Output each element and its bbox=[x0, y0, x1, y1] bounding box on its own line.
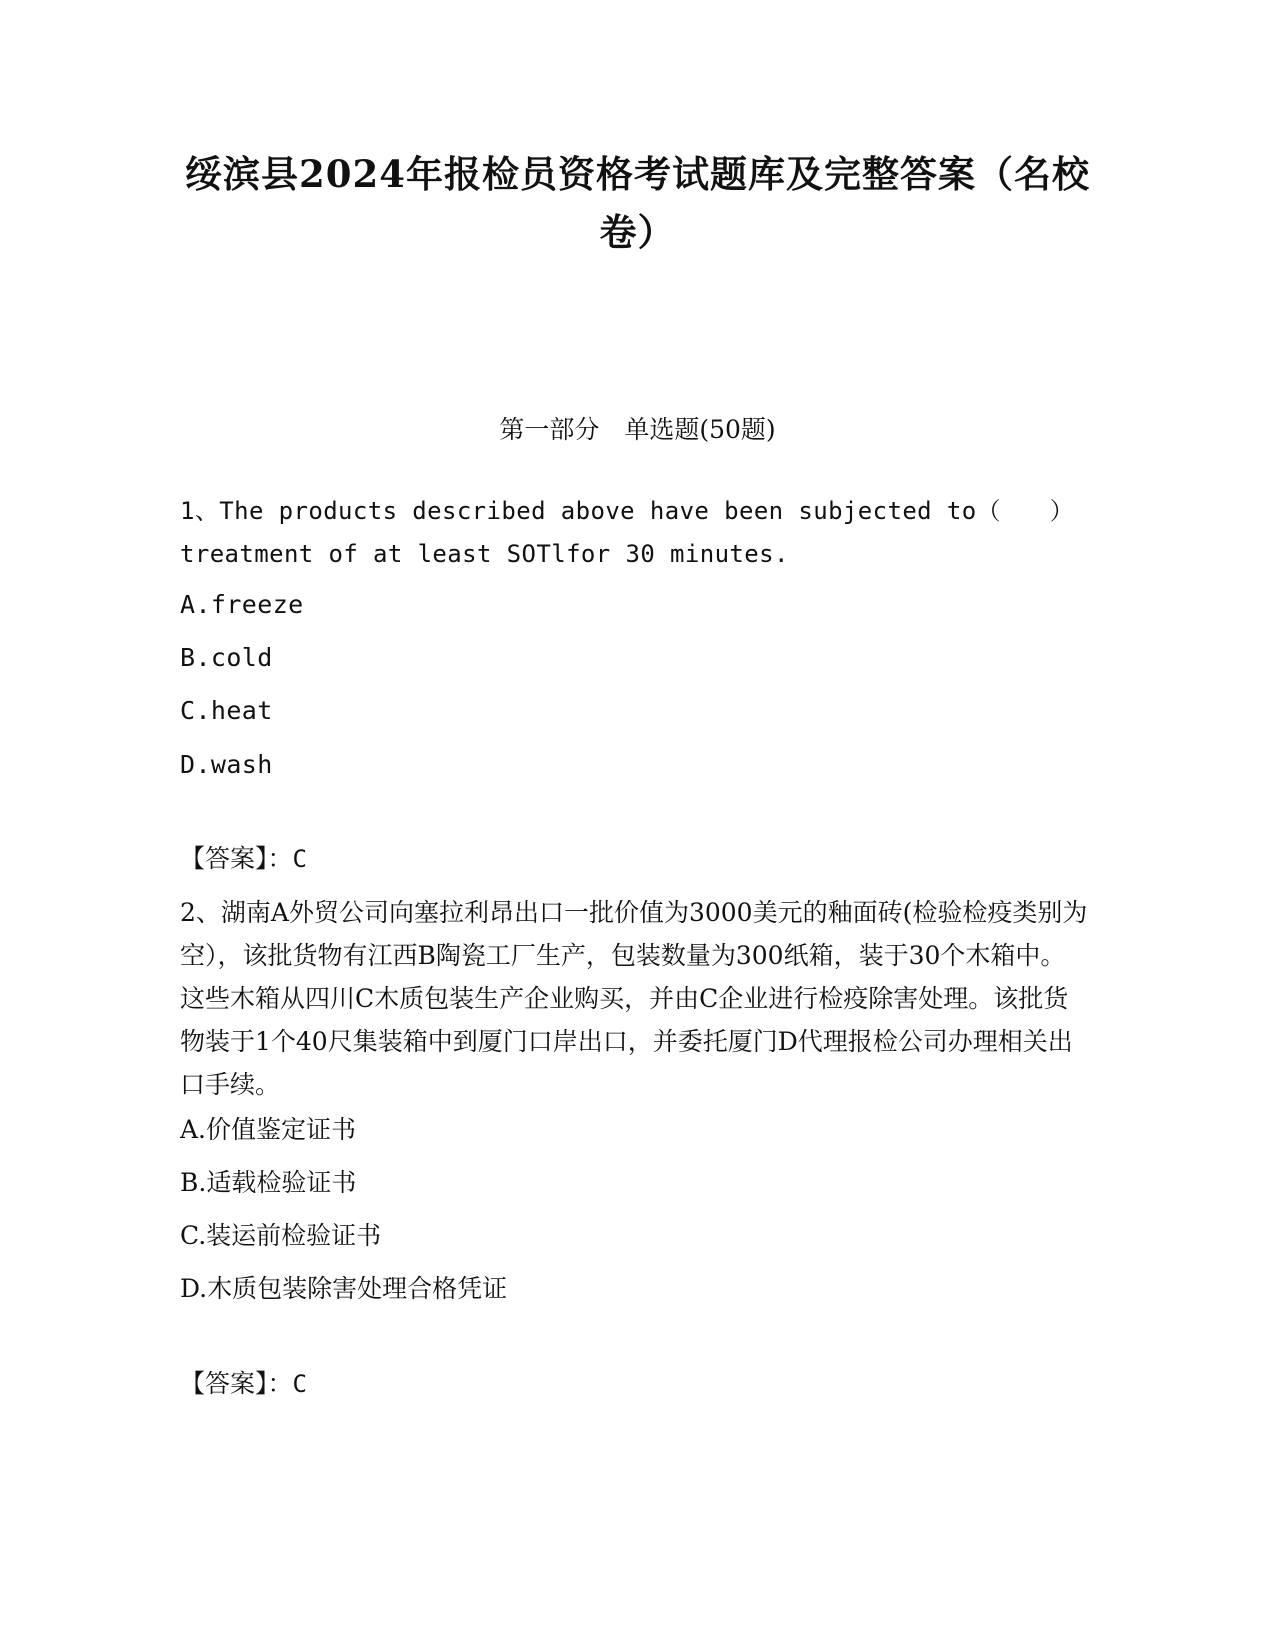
question-2-option-a: A.价值鉴定证书 bbox=[180, 1115, 357, 1144]
question-1-answer bbox=[180, 842, 307, 876]
section-heading: 第一部分 单选题(50题) bbox=[499, 415, 776, 444]
answer-label: 【答案】： bbox=[180, 844, 293, 873]
question-1-option-c: C.heat bbox=[180, 696, 273, 725]
question-1-option-a: A.freeze bbox=[180, 590, 304, 619]
question-2-answer bbox=[180, 1367, 307, 1401]
question-2-option-d: D.木质包装除害处理合格凭证 bbox=[180, 1274, 508, 1303]
answer-value: C bbox=[292, 845, 308, 873]
question-2-option-c: C.装运前检验证书 bbox=[180, 1221, 382, 1250]
question-2-stem: 2、湖南A外贸公司向塞拉利昂出口一批价值为3000美元的釉面砖(检验检疫类别为空），该批货物有江西B陶瓷工厂生产，包装数量为300纸箱，装于30个木箱中。这些木箱从四川C木质包装生产企业购买，并由C企业进行检疫除害处理。该批货物装于1个40尺集装箱中到厦门口岸出口，并委托厦门D代理报检公司办理相关出口手续。 bbox=[180, 898, 1088, 1099]
question-1-option-b: B.cold bbox=[180, 643, 273, 672]
question-2-option-b: B.适载检验证书 bbox=[180, 1168, 357, 1197]
question-1-stem: 1、The products described above have been subjected to（ ）treatment of at least SOTlfor 30 minutes. bbox=[180, 497, 1075, 568]
answer-label: 【答案】： bbox=[180, 1369, 293, 1398]
document-title: 绥滨县2024年报检员资格考试题库及完整答案（名校卷） bbox=[185, 152, 1090, 254]
answer-value: C bbox=[292, 1370, 308, 1398]
question-1-option-d: D.wash bbox=[180, 750, 273, 779]
